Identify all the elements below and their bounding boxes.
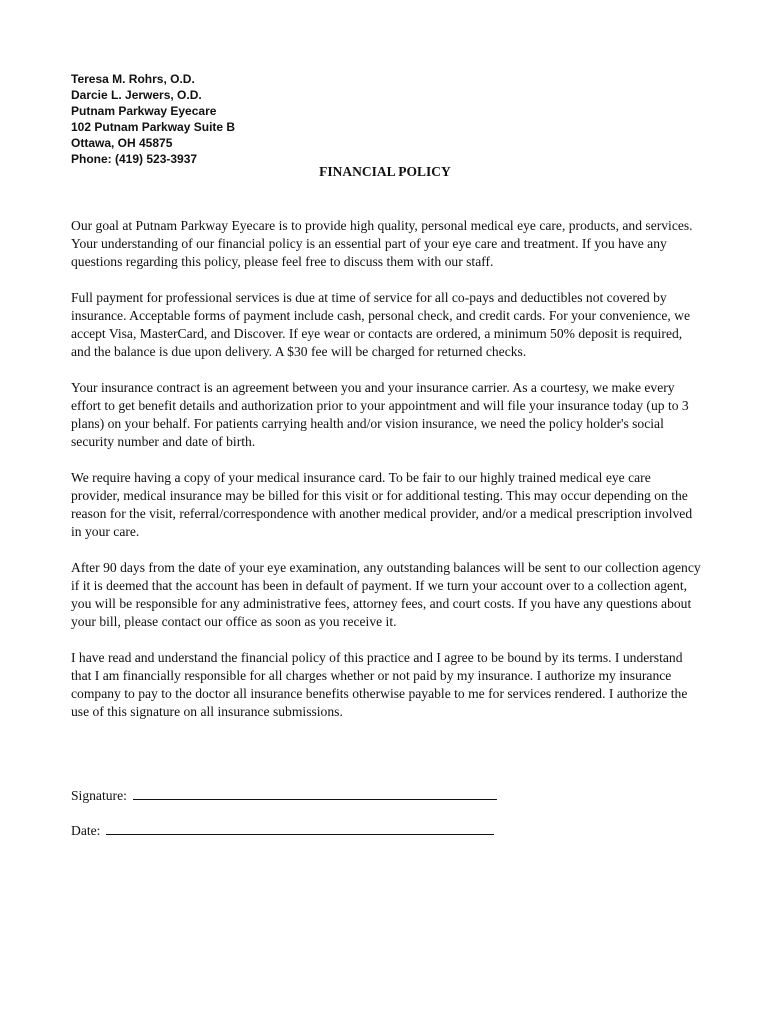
paragraph-insurance-card: We require having a copy of your medical insurance card. To be fair to our highly trained medical eye care provider, medical insurance may be billed for this visit or for additional testing. This may occur depending on the reason for the visit, referral/correspondence with another medical provider, and/or a medical prescription involved in your care. xyxy=(71,470,693,539)
date-row xyxy=(71,822,494,840)
paragraph-agreement: I have read and understand the financial policy of this practice and I agree to be bound by its terms. I understand that I am financially responsible for all charges whether or not paid by my insurance. I authorize my insurance company to pay to the doctor all insurance benefits otherwise payable to me for services rendered. I authorize the use of this signature on all insurance submissions. xyxy=(71,650,688,719)
signature-row xyxy=(71,787,497,805)
doctor-name-2: Darcie L. Jerwers, O.D. xyxy=(71,88,202,102)
letterhead xyxy=(71,71,235,167)
paragraph-collections: After 90 days from the date of your eye examination, any outstanding balances will be sent to our collection agency if it is deemed that the account has been in default of payment. If we turn your account over to a collection agent, you will be responsible for any administrative fees, attorney fees, and court costs. If you have any questions about your bill, please contact our office as soon as you receive it. xyxy=(71,560,701,629)
practice-name: Putnam Parkway Eyecare xyxy=(71,104,217,118)
paragraph-payment: Full payment for professional services is due at time of service for all co-pays and deductibles not covered by insurance. Acceptable forms of payment include cash, personal check, and credit cards. For your convenience, we accept Visa, MasterCard, and Discover. If eye wear or contacts are ordered, a minimum 50% deposit is required, and the balance is due upon delivery. A $30 fee will be charged for returned checks. xyxy=(71,290,691,359)
address-line-2: Ottawa, OH 45875 xyxy=(71,136,173,150)
address-line-1: 102 Putnam Parkway Suite B xyxy=(71,120,236,134)
policy-body xyxy=(71,217,703,739)
doctor-name-1: Teresa M. Rohrs, O.D. xyxy=(71,72,195,86)
phone-number: Phone: (419) 523-3937 xyxy=(71,152,198,166)
paragraph-goal: Our goal at Putnam Parkway Eyecare is to provide high quality, personal medical eye care, products, and services. Your understanding of our financial policy is an essential part of your eye care and treatment. If you have any questions regarding this policy, please feel free to discuss them with our staff. xyxy=(71,218,693,269)
signature-label: Signature: xyxy=(71,788,127,803)
document-title: FINANCIAL POLICY xyxy=(319,164,451,179)
date-label: Date: xyxy=(71,823,101,838)
signature-line[interactable] xyxy=(133,787,497,800)
date-line[interactable] xyxy=(106,822,494,835)
paragraph-insurance-contract: Your insurance contract is an agreement between you and your insurance carrier. As a courtesy, we make every effort to get benefit details and authorization prior to your appointment and will file your insurance today (up to 3 plans) on your behalf. For patients carrying health and/or vision insurance, we need the policy holder's social security number and date of birth. xyxy=(71,380,689,449)
